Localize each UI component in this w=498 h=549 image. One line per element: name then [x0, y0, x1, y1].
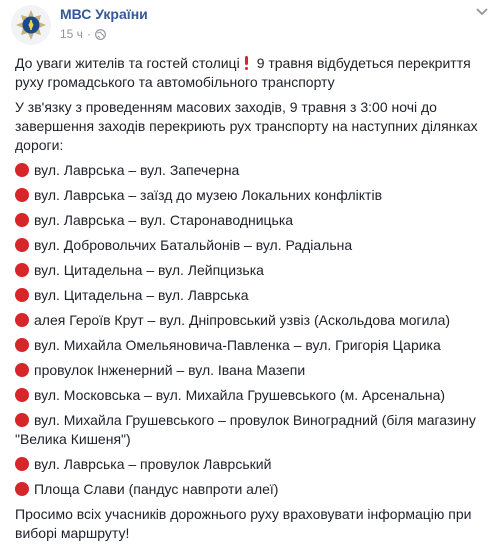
list-item	[15, 311, 485, 330]
list-item-text: Площа Слави (пандус навпроти алеї)	[34, 481, 279, 497]
list-item	[15, 211, 485, 230]
list-item-text: провулок Інженерний – вул. Івана Мазепи	[34, 362, 306, 378]
closure-list	[15, 161, 485, 499]
list-item-text: вул. Михайла Омельяновича-Павленка – вул. Григорія Царика	[34, 337, 441, 353]
list-item-text: вул. Лаврська – провулок Лаврський	[34, 456, 272, 472]
red-circle-icon	[15, 457, 29, 471]
intro-text-a: До уваги жителів та гостей столиці	[15, 55, 240, 71]
body-paragraph: У зв'язку з проведенням масових заходів, 9 травня з 3:00 ночі до завершення заходів перекриють рух транспорту на наступних ділянках дороги:	[15, 99, 478, 153]
list-item-text: вул. Лаврська – вул. Запечерна	[34, 162, 240, 178]
red-circle-icon	[15, 188, 29, 202]
chevron-down-icon[interactable]	[475, 7, 489, 17]
post-header	[11, 5, 491, 45]
list-item	[15, 186, 485, 205]
list-item	[15, 480, 485, 499]
police-emblem-icon	[14, 8, 48, 42]
list-item	[15, 236, 485, 255]
red-circle-icon	[15, 213, 29, 227]
list-item-text: вул. Цитадельна – вул. Лейпцизька	[34, 262, 264, 278]
list-item	[15, 455, 485, 474]
post-meta	[60, 27, 106, 41]
list-item-text: алея Героїв Крут – вул. Дніпровський узвіз (Аскольдова могила)	[34, 312, 451, 328]
list-item-text: вул. Московська – вул. Михайла Грушевського (м. Арсенальна)	[34, 387, 446, 403]
list-item	[15, 386, 485, 405]
exclamation-icon	[244, 56, 249, 70]
red-circle-icon	[15, 163, 29, 177]
intro-paragraph	[15, 54, 485, 92]
list-item	[15, 361, 485, 380]
page-avatar[interactable]	[11, 5, 51, 45]
list-item	[15, 161, 485, 180]
globe-icon[interactable]	[95, 29, 106, 40]
list-item	[15, 411, 485, 449]
red-circle-icon	[15, 338, 29, 352]
list-item	[15, 261, 485, 280]
list-item-text: вул. Добровольчих Батальйонів – вул. Радіальна	[34, 237, 353, 253]
list-item	[15, 286, 485, 305]
red-circle-icon	[15, 288, 29, 302]
closing-paragraph: Просимо всіх учасників дорожнього руху враховувати інформацію при виборі маршруту!	[15, 506, 472, 541]
red-circle-icon	[15, 388, 29, 402]
list-item-text: вул. Михайла Грушевського – провулок Виноградний (біля магазину "Велика Кишеня")	[15, 412, 476, 447]
red-circle-icon	[15, 238, 29, 252]
list-item	[15, 336, 485, 355]
list-item-text: вул. Цитадельна – вул. Лаврська	[34, 287, 249, 303]
page-name-link[interactable]: МВС України	[60, 6, 148, 22]
post-text	[15, 54, 485, 549]
list-item-text: вул. Лаврська – вул. Старонаводницька	[34, 212, 294, 228]
red-circle-icon	[15, 313, 29, 327]
red-circle-icon	[15, 363, 29, 377]
list-item-text: вул. Лаврська – заїзд до музею Локальних конфліктів	[34, 187, 383, 203]
post-timestamp[interactable]: 15 ч	[60, 27, 83, 41]
intro-text-b: 9 травня відбудеться перекриття руху громадського та автомобільного транспорту	[15, 55, 471, 90]
red-circle-icon	[15, 263, 29, 277]
meta-separator: ·	[86, 27, 91, 41]
red-circle-icon	[15, 413, 29, 427]
red-circle-icon	[15, 482, 29, 496]
